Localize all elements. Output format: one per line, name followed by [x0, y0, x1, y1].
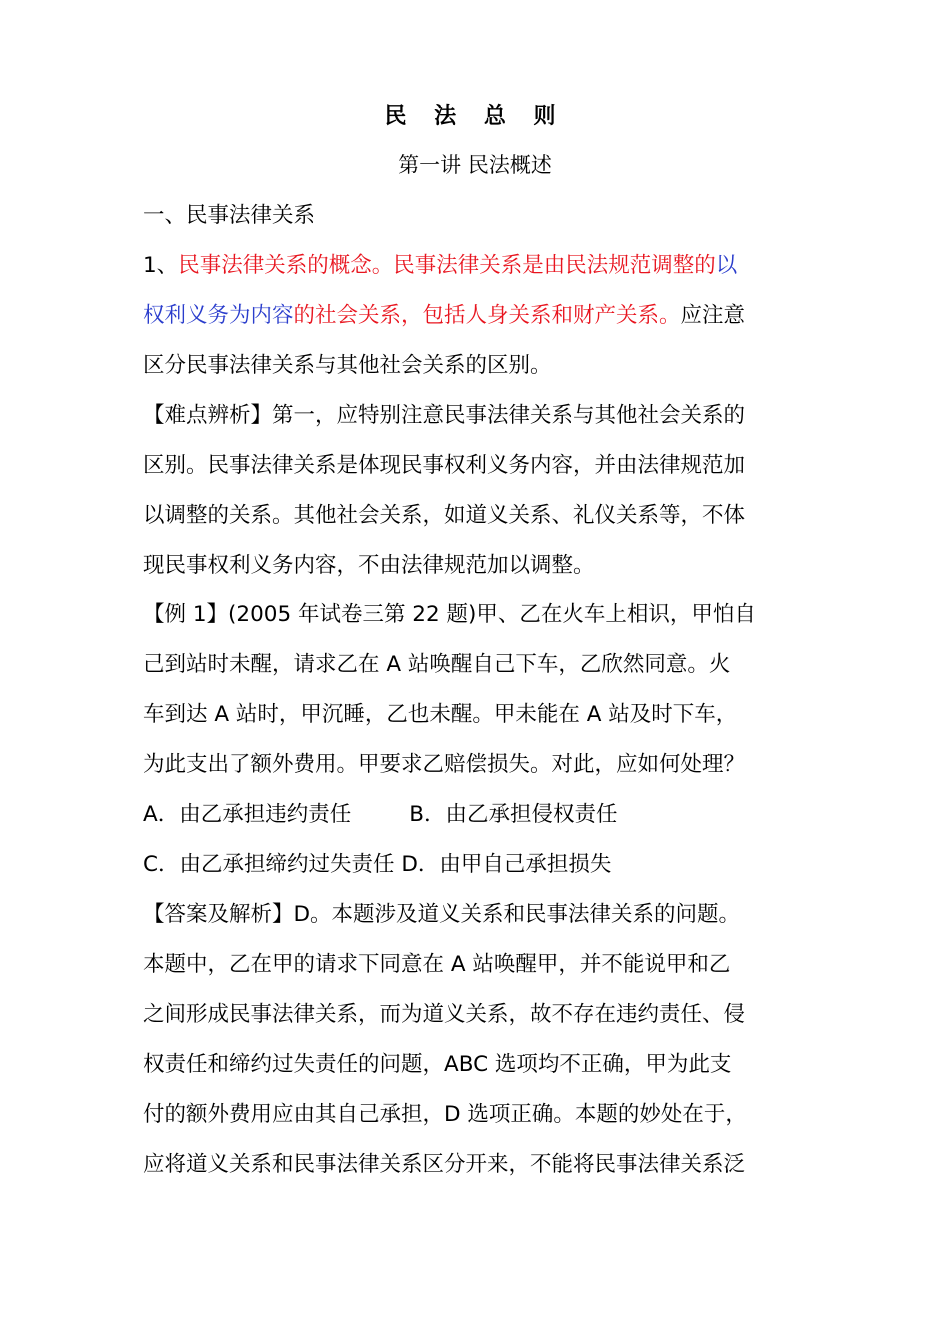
- concept-line-2: [143, 299, 823, 333]
- concept-blue-text-1: 以: [715, 253, 738, 278]
- answer-line: 权责任和缔约过失责任的问题，ABC 选项均不正确，甲为此支: [143, 1052, 732, 1077]
- concept-line-3: 区分民事法律关系与其他社会关系的区别。: [143, 353, 552, 378]
- example-line: 己到站时未醒，请求乙在 A 站唤醒自己下车，乙欣然同意。火: [143, 652, 731, 677]
- lecture-subtitle: 第一讲 民法概述: [398, 153, 552, 177]
- analysis-line: 现民事权利义务内容，不由法律规范加以调整。: [143, 553, 595, 578]
- answer-line: 本题中，乙在甲的请求下同意在 A 站唤醒甲，并不能说甲和乙: [143, 952, 731, 977]
- concept-line-1: [143, 249, 823, 283]
- answer-line: 之间形成民事法律关系，而为道义关系，故不存在违约责任、侵: [143, 1002, 746, 1027]
- example-line: 车到达 A 站时，甲沉睡，乙也未醒。甲未能在 A 站及时下车，: [143, 702, 738, 727]
- concept-red-text-2: 的社会关系，包括人身关系和财产关系。: [293, 303, 681, 328]
- concept-red-text-1: 民事法律关系的概念。民事法律关系是由民法规范调整的: [178, 253, 716, 278]
- analysis-line: 区别。民事法律关系是体现民事权利义务内容，并由法律规范加: [143, 453, 746, 478]
- concept-black-text: 应注意: [680, 303, 746, 328]
- concept-number: 1、: [143, 253, 179, 278]
- concept-blue-text-2: 权利义务为内容: [143, 303, 294, 328]
- answer-line: 【答案及解析】D。本题涉及道义关系和民事法律关系的问题。: [143, 902, 741, 927]
- options-line-cd: C．由乙承担缔约过失责任 D．由甲自己承担损失: [143, 852, 612, 877]
- analysis-line: 【难点辨析】第一，应特别注意民事法律关系与其他社会关系的: [143, 403, 746, 428]
- option-b: B．由乙承担侵权责任: [409, 802, 618, 827]
- option-a: A．由乙承担违约责任: [143, 802, 352, 827]
- example-line: 为此支出了额外费用。甲要求乙赔偿损失。对此，应如何处理？: [143, 752, 746, 777]
- options-line-ab: [143, 798, 823, 832]
- answer-line: 应将道义关系和民事法律关系区分开来，不能将民事法律关系泛: [143, 1152, 746, 1177]
- section-heading: 一、民事法律关系: [143, 203, 316, 228]
- example-line: 【例 1】(2005 年试卷三第 22 题)甲、乙在火车上相识，甲怕自: [143, 602, 756, 627]
- document-title: 民 法 总 则: [384, 104, 566, 129]
- answer-line: 付的额外费用应由其自己承担，D 选项正确。本题的妙处在于，: [143, 1102, 747, 1127]
- analysis-line: 以调整的关系。其他社会关系，如道义关系、礼仪关系等，不体: [143, 503, 746, 528]
